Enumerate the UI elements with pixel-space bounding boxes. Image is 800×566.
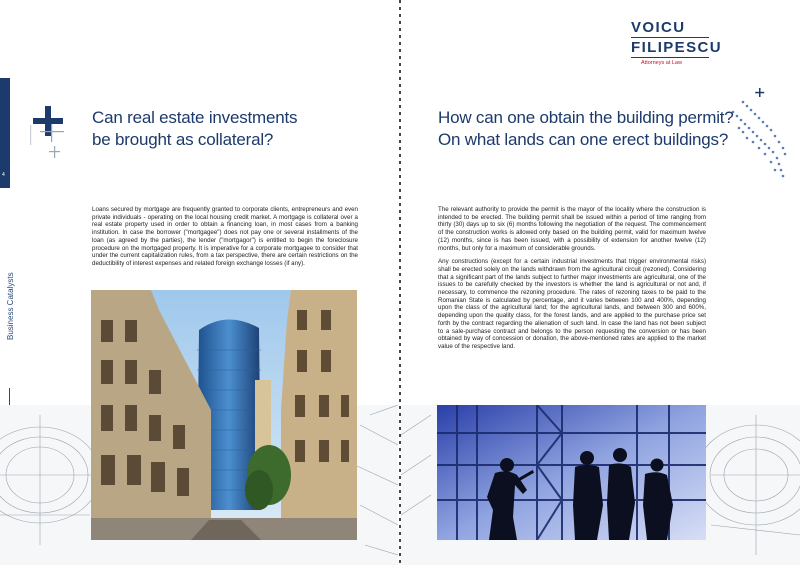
- logo-rule: [631, 37, 709, 38]
- paragraph: Loans secured by mortgage are frequently granted to corporate clients, entrepreneurs and even private individuals - operating on the local housing credit market. A mortgage is collateral over a real estate property used in order to obtain a financing loan, in most cases from a banking institution. In case the borrower ("mortgagee") does not pay one or several installments of the loan (as agreed by the parties), the lender ("mortgagor") is entitled to begin the foreclosure procedure on the mortgaged property. It is imperative for a corporate mortgagee to consider that under the current capitalization rules, from a tax perspective, there are certain restrictions on the deductibility of interest expenses and related foreign exchange losses (if any).: [92, 206, 358, 267]
- logo-rule: [631, 57, 709, 58]
- paragraph: The relevant authority to provide the permit is the mayor of the locality where the construction is intended to be erected. The building permit shall be issued within a period of time ranging from thirty (30) days up to six (6) months following the negotiation of the request. The commencement of the construction works is allowed only based on the building permit, valid for maximum twelve (12) months, since is has been issued, with a possibility of extension for another twelve (12) months, but only for a maximum of considerable grounds.: [438, 206, 706, 252]
- logo-line-2: FILIPESCU: [631, 39, 722, 56]
- left-page: [0, 0, 398, 566]
- city-street-image: [91, 290, 357, 540]
- right-heading: How can one obtain the building permit? On what lands can one erect buildings?: [438, 108, 734, 149]
- page-number: 4: [2, 172, 5, 178]
- construction-workers-image: [437, 405, 706, 540]
- left-body-text: [92, 206, 358, 274]
- paragraph: Any constructions (except for a certain industrial investments that trigger environmental risks) shall be erected solely on the lands withdrawn from the agricultural circuit (rezoned). Considering that a significant part of the lands subject to further major investments are agricultural, one of the issues to be carefully checked by the investors is whether the land is agricultural or not and, if necessary, to commence the rezoning procedure. The rates of rezoning taxes to be paid to the Romanian State is calculated by percentage, and it varies between 100 and 400%, depending upon the class of the agricultural land; for the agricultural lands, and between 300 and 600%, depending upon the quality class, for the forest lands, and are applied to the purchase price set forth by the contract regarding the alienation of such land. In case the land has not been subject to a sale-purchase contract and belongs to the person requesting the conversion or has been obtained by way of concession or donation, the above-mentioned rates are applied to the market value of the respective land.: [438, 258, 706, 350]
- logo-tagline: Attorneys at Law: [641, 60, 682, 66]
- section-label: Business Catalysts: [6, 272, 15, 340]
- city-street-photo: [91, 290, 357, 540]
- left-heading: Can real estate investments be brought as collateral?: [92, 108, 298, 149]
- right-page: [401, 0, 800, 566]
- construction-workers-photo: [437, 405, 706, 540]
- logo-line-1: VOICU: [631, 19, 686, 36]
- cross-logo-icon: [30, 102, 80, 160]
- firm-logo: [631, 20, 743, 66]
- right-body-text: [438, 206, 706, 357]
